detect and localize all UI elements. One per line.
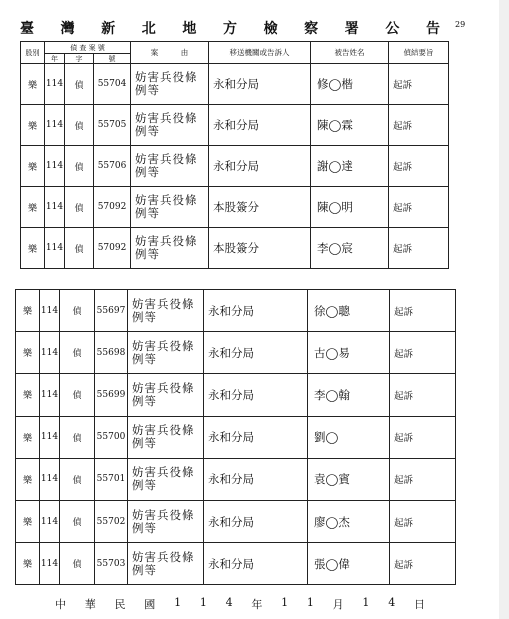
date-char: 1 <box>174 596 182 609</box>
header-year: 年 <box>45 54 65 64</box>
defendant-cell: 袁◯賓 <box>308 458 390 500</box>
word-cell: 偵 <box>60 374 95 416</box>
cause-cell: 妨害兵役條例等 <box>131 105 209 146</box>
table-row <box>21 228 449 269</box>
table-row <box>21 187 449 228</box>
word-cell: 偵 <box>60 290 95 332</box>
result-cell: 起訴 <box>390 500 456 542</box>
case-number-cell: 55698 <box>95 332 128 374</box>
cause-cell: 妨害兵役條例等 <box>128 500 204 542</box>
title-char: 北 <box>141 21 156 37</box>
agency-cell: 永和分局 <box>209 64 311 105</box>
table-row <box>16 374 456 416</box>
case-table-bottom <box>15 289 456 585</box>
document-title <box>20 18 440 38</box>
date-char: 日 <box>413 598 425 611</box>
result-cell: 起訴 <box>390 458 456 500</box>
title-char: 方 <box>222 21 237 37</box>
year-cell: 114 <box>40 458 60 500</box>
cause-cell: 妨害兵役條例等 <box>131 64 209 105</box>
category-cell: 樂 <box>21 187 45 228</box>
result-cell: 起訴 <box>390 332 456 374</box>
cause-cell: 妨害兵役條例等 <box>131 228 209 269</box>
defendant-cell: 劉◯ <box>308 416 390 458</box>
case-number-cell: 55701 <box>95 458 128 500</box>
result-cell: 起訴 <box>389 228 449 269</box>
word-cell: 偵 <box>60 500 95 542</box>
result-cell: 起訴 <box>390 290 456 332</box>
table-row <box>21 146 449 187</box>
cause-cell: 妨害兵役條例等 <box>128 332 204 374</box>
case-number-cell: 55703 <box>95 543 128 585</box>
category-cell: 樂 <box>16 458 40 500</box>
case-number-cell: 57092 <box>94 228 131 269</box>
header-cause: 案 由 <box>131 42 209 64</box>
defendant-cell: 修◯楷 <box>311 64 389 105</box>
case-number-cell: 55697 <box>95 290 128 332</box>
year-cell: 114 <box>40 332 60 374</box>
category-cell: 樂 <box>16 374 40 416</box>
defendant-cell: 張◯偉 <box>308 543 390 585</box>
table-row <box>16 290 456 332</box>
year-cell: 114 <box>40 290 60 332</box>
table-row <box>16 332 456 374</box>
result-cell: 起訴 <box>390 416 456 458</box>
page-edge <box>499 0 509 619</box>
date-char: 1 <box>306 596 314 609</box>
category-cell: 樂 <box>16 290 40 332</box>
defendant-cell: 陳◯霖 <box>311 105 389 146</box>
year-cell: 114 <box>45 146 65 187</box>
date-char: 1 <box>281 596 289 609</box>
table-row <box>16 500 456 542</box>
header-category: 股別 <box>21 42 45 64</box>
case-number-cell: 55699 <box>95 374 128 416</box>
date-char: 月 <box>332 598 344 611</box>
title-char: 告 <box>425 21 440 37</box>
agency-cell: 永和分局 <box>204 500 308 542</box>
case-number-cell: 55702 <box>95 500 128 542</box>
footer-date <box>55 596 425 612</box>
table-row <box>21 105 449 146</box>
category-cell: 樂 <box>16 332 40 374</box>
header-word: 字 <box>65 54 94 64</box>
page-number: 29 <box>455 20 466 29</box>
word-cell: 偵 <box>60 416 95 458</box>
agency-cell: 永和分局 <box>204 374 308 416</box>
case-number-cell: 55705 <box>94 105 131 146</box>
word-cell: 偵 <box>60 332 95 374</box>
header-number: 號 <box>94 54 131 64</box>
result-cell: 起訴 <box>390 543 456 585</box>
header-defendant: 被告姓名 <box>311 42 389 64</box>
case-number-cell: 55704 <box>94 64 131 105</box>
date-char: 4 <box>225 596 233 609</box>
category-cell: 樂 <box>16 543 40 585</box>
title-char: 新 <box>101 21 116 37</box>
word-cell: 偵 <box>60 543 95 585</box>
date-char: 國 <box>144 598 156 611</box>
title-char: 臺 <box>20 21 34 37</box>
header-result: 偵結要旨 <box>389 42 449 64</box>
case-number-cell: 57092 <box>94 187 131 228</box>
year-cell: 114 <box>45 64 65 105</box>
table-row <box>16 416 456 458</box>
word-cell: 偵 <box>60 458 95 500</box>
year-cell: 114 <box>45 228 65 269</box>
date-char: 1 <box>199 596 207 609</box>
agency-cell: 永和分局 <box>204 458 308 500</box>
result-cell: 起訴 <box>389 146 449 187</box>
category-cell: 樂 <box>21 146 45 187</box>
title-char: 公 <box>385 21 400 37</box>
result-cell: 起訴 <box>389 105 449 146</box>
table-row <box>21 64 449 105</box>
cause-cell: 妨害兵役條例等 <box>131 146 209 187</box>
header-case-number: 偵 查 案 號 <box>45 42 131 54</box>
defendant-cell: 謝◯達 <box>311 146 389 187</box>
defendant-cell: 陳◯明 <box>311 187 389 228</box>
word-cell: 偵 <box>65 64 94 105</box>
date-char: 4 <box>388 596 396 609</box>
defendant-cell: 李◯宸 <box>311 228 389 269</box>
date-char: 中 <box>55 598 66 611</box>
title-char: 灣 <box>60 21 75 37</box>
defendant-cell: 古◯易 <box>308 332 390 374</box>
cause-cell: 妨害兵役條例等 <box>128 374 204 416</box>
category-cell: 樂 <box>21 64 45 105</box>
case-number-cell: 55700 <box>95 416 128 458</box>
title-char: 察 <box>304 21 319 37</box>
case-number-cell: 55706 <box>94 146 131 187</box>
year-cell: 114 <box>40 374 60 416</box>
date-char: 民 <box>114 598 126 611</box>
word-cell: 偵 <box>65 105 94 146</box>
cause-cell: 妨害兵役條例等 <box>128 290 204 332</box>
cause-cell: 妨害兵役條例等 <box>131 187 209 228</box>
agency-cell: 永和分局 <box>204 290 308 332</box>
year-cell: 114 <box>40 416 60 458</box>
result-cell: 起訴 <box>390 374 456 416</box>
category-cell: 樂 <box>21 105 45 146</box>
cause-cell: 妨害兵役條例等 <box>128 458 204 500</box>
agency-cell: 永和分局 <box>209 146 311 187</box>
defendant-cell: 廖◯杰 <box>308 500 390 542</box>
cause-cell: 妨害兵役條例等 <box>128 416 204 458</box>
result-cell: 起訴 <box>389 64 449 105</box>
category-cell: 樂 <box>16 416 40 458</box>
table-row <box>16 458 456 500</box>
word-cell: 偵 <box>65 146 94 187</box>
date-char: 年 <box>251 598 263 611</box>
category-cell: 樂 <box>16 500 40 542</box>
defendant-cell: 李◯翰 <box>308 374 390 416</box>
agency-cell: 永和分局 <box>204 332 308 374</box>
title-char: 署 <box>344 21 359 37</box>
result-cell: 起訴 <box>389 187 449 228</box>
agency-cell: 永和分局 <box>204 416 308 458</box>
agency-cell: 永和分局 <box>209 105 311 146</box>
agency-cell: 本股簽分 <box>209 228 311 269</box>
word-cell: 偵 <box>65 187 94 228</box>
case-table-top <box>20 41 449 269</box>
year-cell: 114 <box>45 187 65 228</box>
header-agency: 移送機關或告訴人 <box>209 42 311 64</box>
year-cell: 114 <box>40 543 60 585</box>
year-cell: 114 <box>45 105 65 146</box>
date-char: 1 <box>362 596 370 609</box>
table-row <box>16 543 456 585</box>
agency-cell: 永和分局 <box>204 543 308 585</box>
title-char: 檢 <box>263 21 278 37</box>
title-char: 地 <box>182 21 197 37</box>
category-cell: 樂 <box>21 228 45 269</box>
year-cell: 114 <box>40 500 60 542</box>
defendant-cell: 徐◯聰 <box>308 290 390 332</box>
agency-cell: 本股簽分 <box>209 187 311 228</box>
cause-cell: 妨害兵役條例等 <box>128 543 204 585</box>
date-char: 華 <box>84 598 96 611</box>
word-cell: 偵 <box>65 228 94 269</box>
